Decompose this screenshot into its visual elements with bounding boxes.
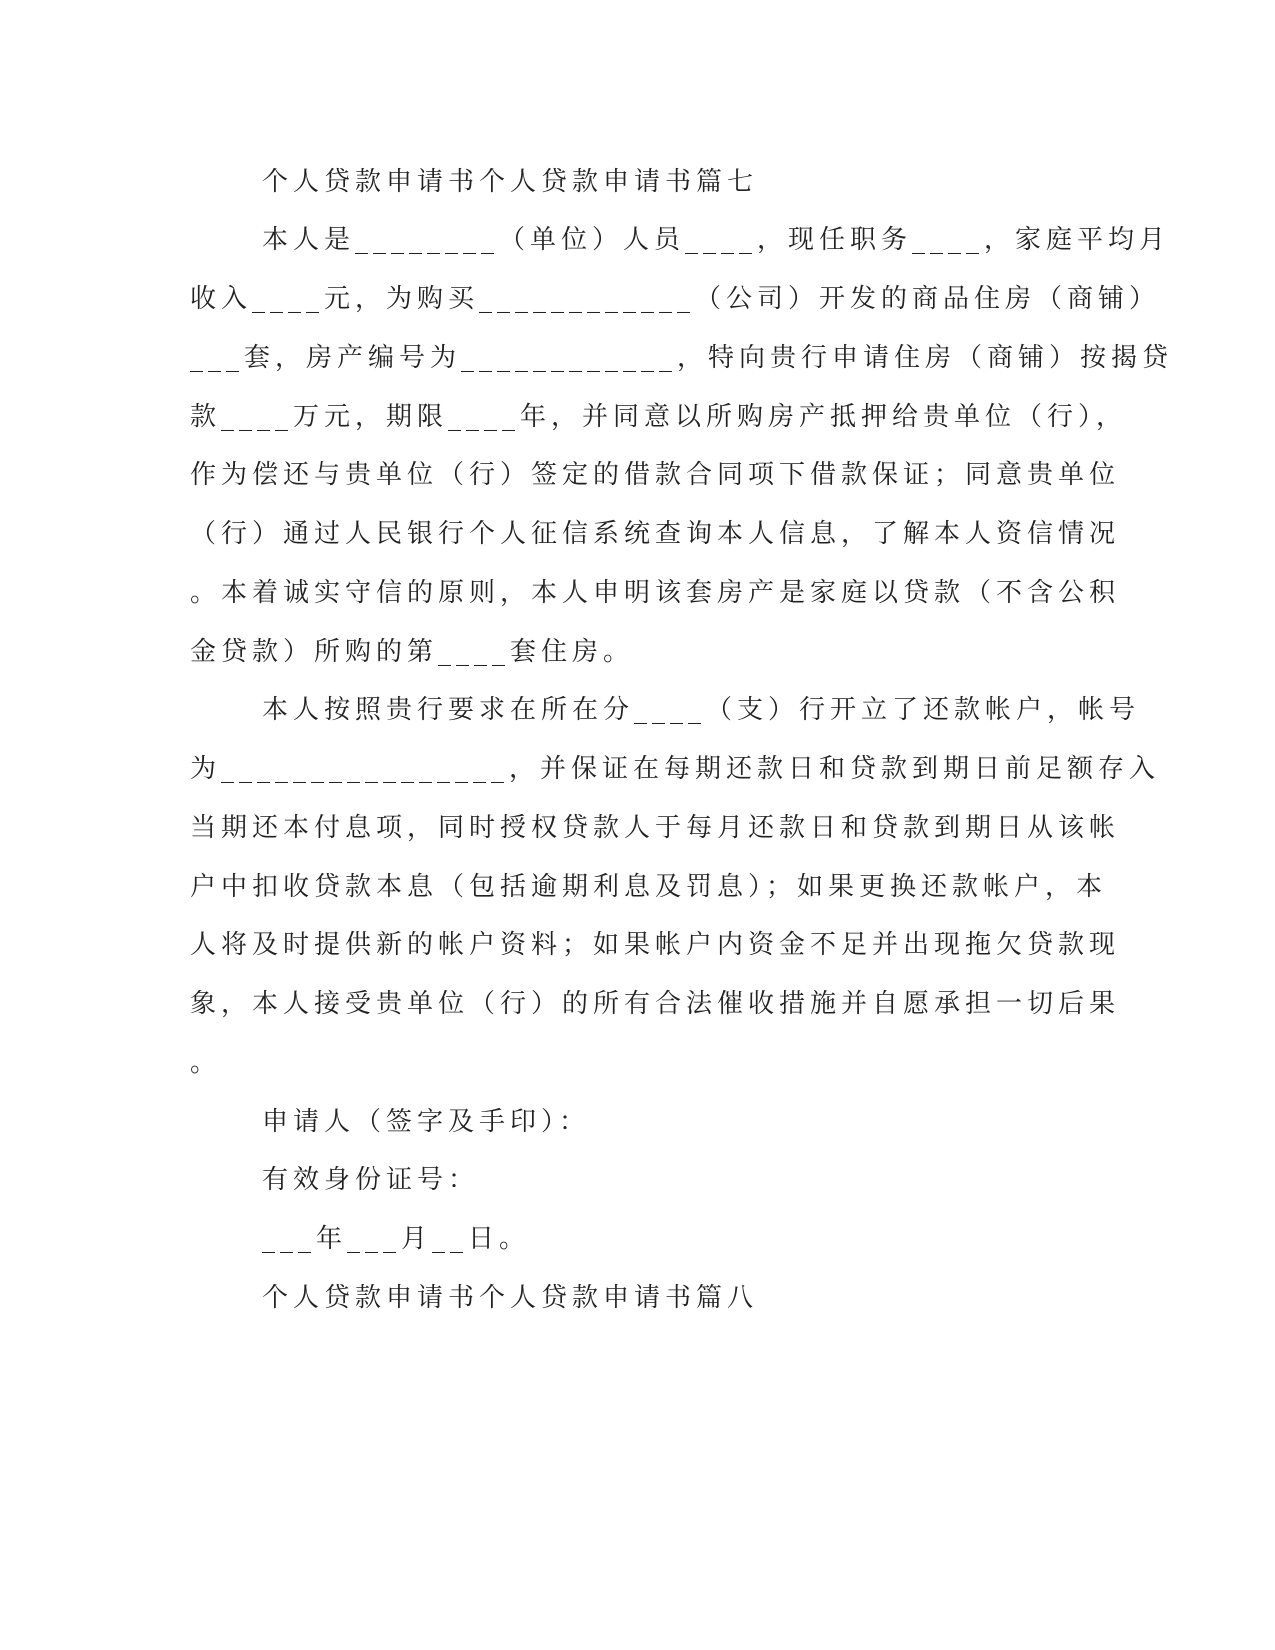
section-heading: 个人贷款申请书个人贷款申请书篇八 (262, 1283, 759, 1313)
paragraph-line: 收入____元，为购买____________（公司）开发的商品住房（商铺） (190, 284, 1161, 314)
paragraph-line: 象，本人接受贵单位（行）的所有合法催收措施并自愿承担一切后果 (190, 989, 1121, 1019)
paragraph-line: ___套，房产编号为____________，特向贵行申请住房（商铺）按揭贷 (190, 343, 1174, 373)
paragraph-line: 。 (190, 1048, 222, 1078)
paragraph-line: 金贷款）所购的第____套住房。 (190, 637, 635, 667)
paragraph-line: 人将及时提供新的帐户资料；如果帐户内资金不足并出现拖欠贷款现 (190, 930, 1121, 960)
signature-label: 申请人（签字及手印）： (262, 1107, 591, 1137)
paragraph-line: 。本着诚实守信的原则，本人申明该套房产是家庭以贷款（不含公积 (190, 578, 1121, 608)
paragraph-line: 户中扣收贷款本息（包括逾期利息及罚息）；如果更换还款帐户，本 (190, 872, 1108, 902)
date-line: ___年___月__日。 (262, 1224, 531, 1254)
paragraph-line: 款____万元，期限____年，并同意以所购房产抵押给贵单位（行）， (190, 402, 1128, 432)
paragraph-line: 为________________，并保证在每期还款日和贷款到期日前足额存入 (190, 754, 1161, 784)
paragraph-line: 当期还本付息项，同时授权贷款人于每月还款日和贷款到期日从该帐 (190, 813, 1121, 843)
paragraph-line: （行）通过人民银行个人征信系统查询本人信息，了解本人资信情况 (190, 519, 1121, 549)
paragraph-line: 本人是________（单位）人员____，现任职务____，家庭平均月 (262, 225, 1171, 255)
paragraph-line: 本人按照贵行要求在所在分____（支）行开立了还款帐户，帐号 (262, 695, 1141, 725)
section-heading: 个人贷款申请书个人贷款申请书篇七 (262, 167, 759, 197)
paragraph-line: 作为偿还与贵单位（行）签定的借款合同项下借款保证；同意贵单位 (190, 460, 1121, 490)
id-number-label: 有效身份证号： (262, 1165, 480, 1195)
